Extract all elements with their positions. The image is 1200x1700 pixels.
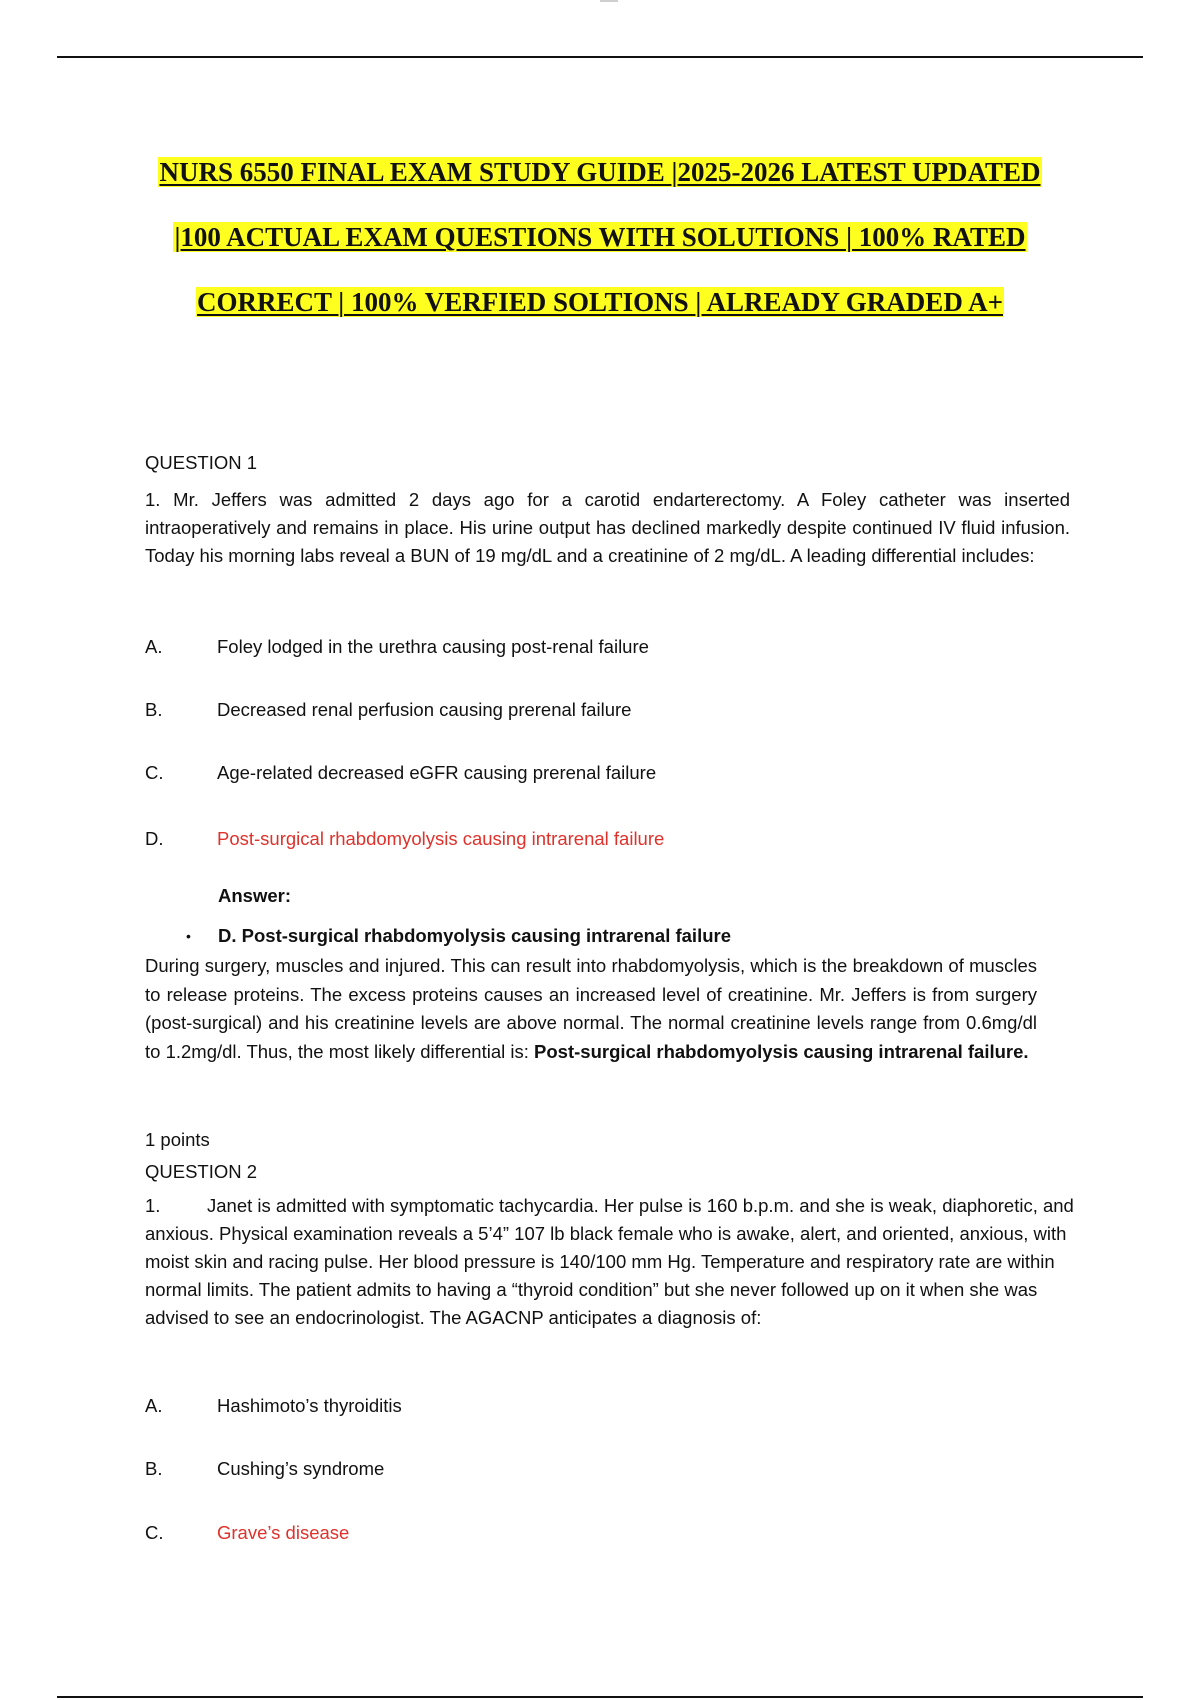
title-line-2: |100 ACTUAL EXAM QUESTIONS WITH SOLUTIONS | 100% RATED [174,222,1026,252]
question-2-option-b [145,1458,384,1480]
question-2-stem-text: Janet is admitted with symptomatic tachycardia. Her pulse is 160 b.p.m. and she is weak, diaphoretic, and anxious. Physical examination reveals a 5’4” 107 lb black female who is awake, alert, and oriented, anxious, with moist skin and racing pulse. Her blood pressure is 140/100 mm Hg. Temperature and respiratory rate are within normal limits. The patient admits to having a “thyroid condition” but she never followed up on it when she was advised to see an endocrinologist. The AGACNP anticipates a diagnosis of: [145,1195,1074,1328]
option-letter: A. [145,1395,163,1416]
question-2-option-a [145,1395,402,1417]
option-text: Decreased renal perfusion causing prerenal failure [217,699,632,720]
question-2-option-c [145,1522,349,1544]
explanation-text: During surgery, muscles and injured. This can result into rhabdomyolysis, which is the breakdown of muscles to release proteins. The excess proteins causes an increased level of creatinine. Mr. Jeffers is from surgery (post-surgical) and his creatinine levels are above normal. The normal creatinine levels range from 0.6mg/dl to 1.2mg/dl. Thus, the most likely differential is: [145,955,1037,1062]
option-letter: B. [145,699,163,720]
top-rule [57,56,1143,58]
bullet-icon: • [186,928,191,944]
question-2-stem [145,1192,1085,1332]
question-1-option-b [145,699,631,721]
option-text-correct: Post-surgical rhabdomyolysis causing intrarenal failure [217,828,665,849]
answer-label: Answer: [218,885,291,906]
option-letter: C. [145,1522,164,1543]
question-1-option-d [145,828,664,850]
explanation-conclusion: Post-surgical rhabdomyolysis causing intrarenal failure. [534,1040,1029,1062]
title-line-3: CORRECT | 100% VERFIED SOLTIONS | ALREADY GRADED A+ [197,287,1003,317]
question-1-explanation [145,952,1037,1066]
title-line-1: NURS 6550 FINAL EXAM STUDY GUIDE |2025-2026 LATEST UPDATED [159,157,1041,187]
answer-text: D. Post-surgical rhabdomyolysis causing intrarenal failure [218,925,732,946]
question-number: 1. [145,1195,161,1216]
question-1-stem: 1. Mr. Jeffers was admitted 2 days ago for a carotid endarterectomy. A Foley catheter was inserted intraoperatively and remains in place. His urine output has declined markedly despite continued IV fluid infusion. Today his morning labs reveal a BUN of 19 mg/dL and a creatinine of 2 mg/dL. A leading differential includes: [145,489,1070,566]
page-mark [600,0,618,2]
question-2-label: QUESTION 2 [145,1161,258,1182]
option-text: Foley lodged in the urethra causing post-renal failure [217,636,649,657]
question-1-points: 1 points [145,1129,210,1150]
option-text: Hashimoto’s thyroiditis [217,1395,402,1416]
option-letter: A. [145,636,163,657]
document-title [0,140,1200,335]
option-letter: C. [145,762,164,783]
option-letter: B. [145,1458,163,1479]
question-1-option-a [145,636,649,658]
option-text: Cushing’s syndrome [217,1458,385,1479]
option-text-correct: Grave’s disease [217,1522,350,1543]
option-letter: D. [145,828,164,849]
bottom-rule [57,1696,1143,1698]
question-1-option-c [145,762,656,784]
question-1-label: QUESTION 1 [145,452,258,473]
option-text: Age-related decreased eGFR causing prerenal failure [217,762,657,783]
